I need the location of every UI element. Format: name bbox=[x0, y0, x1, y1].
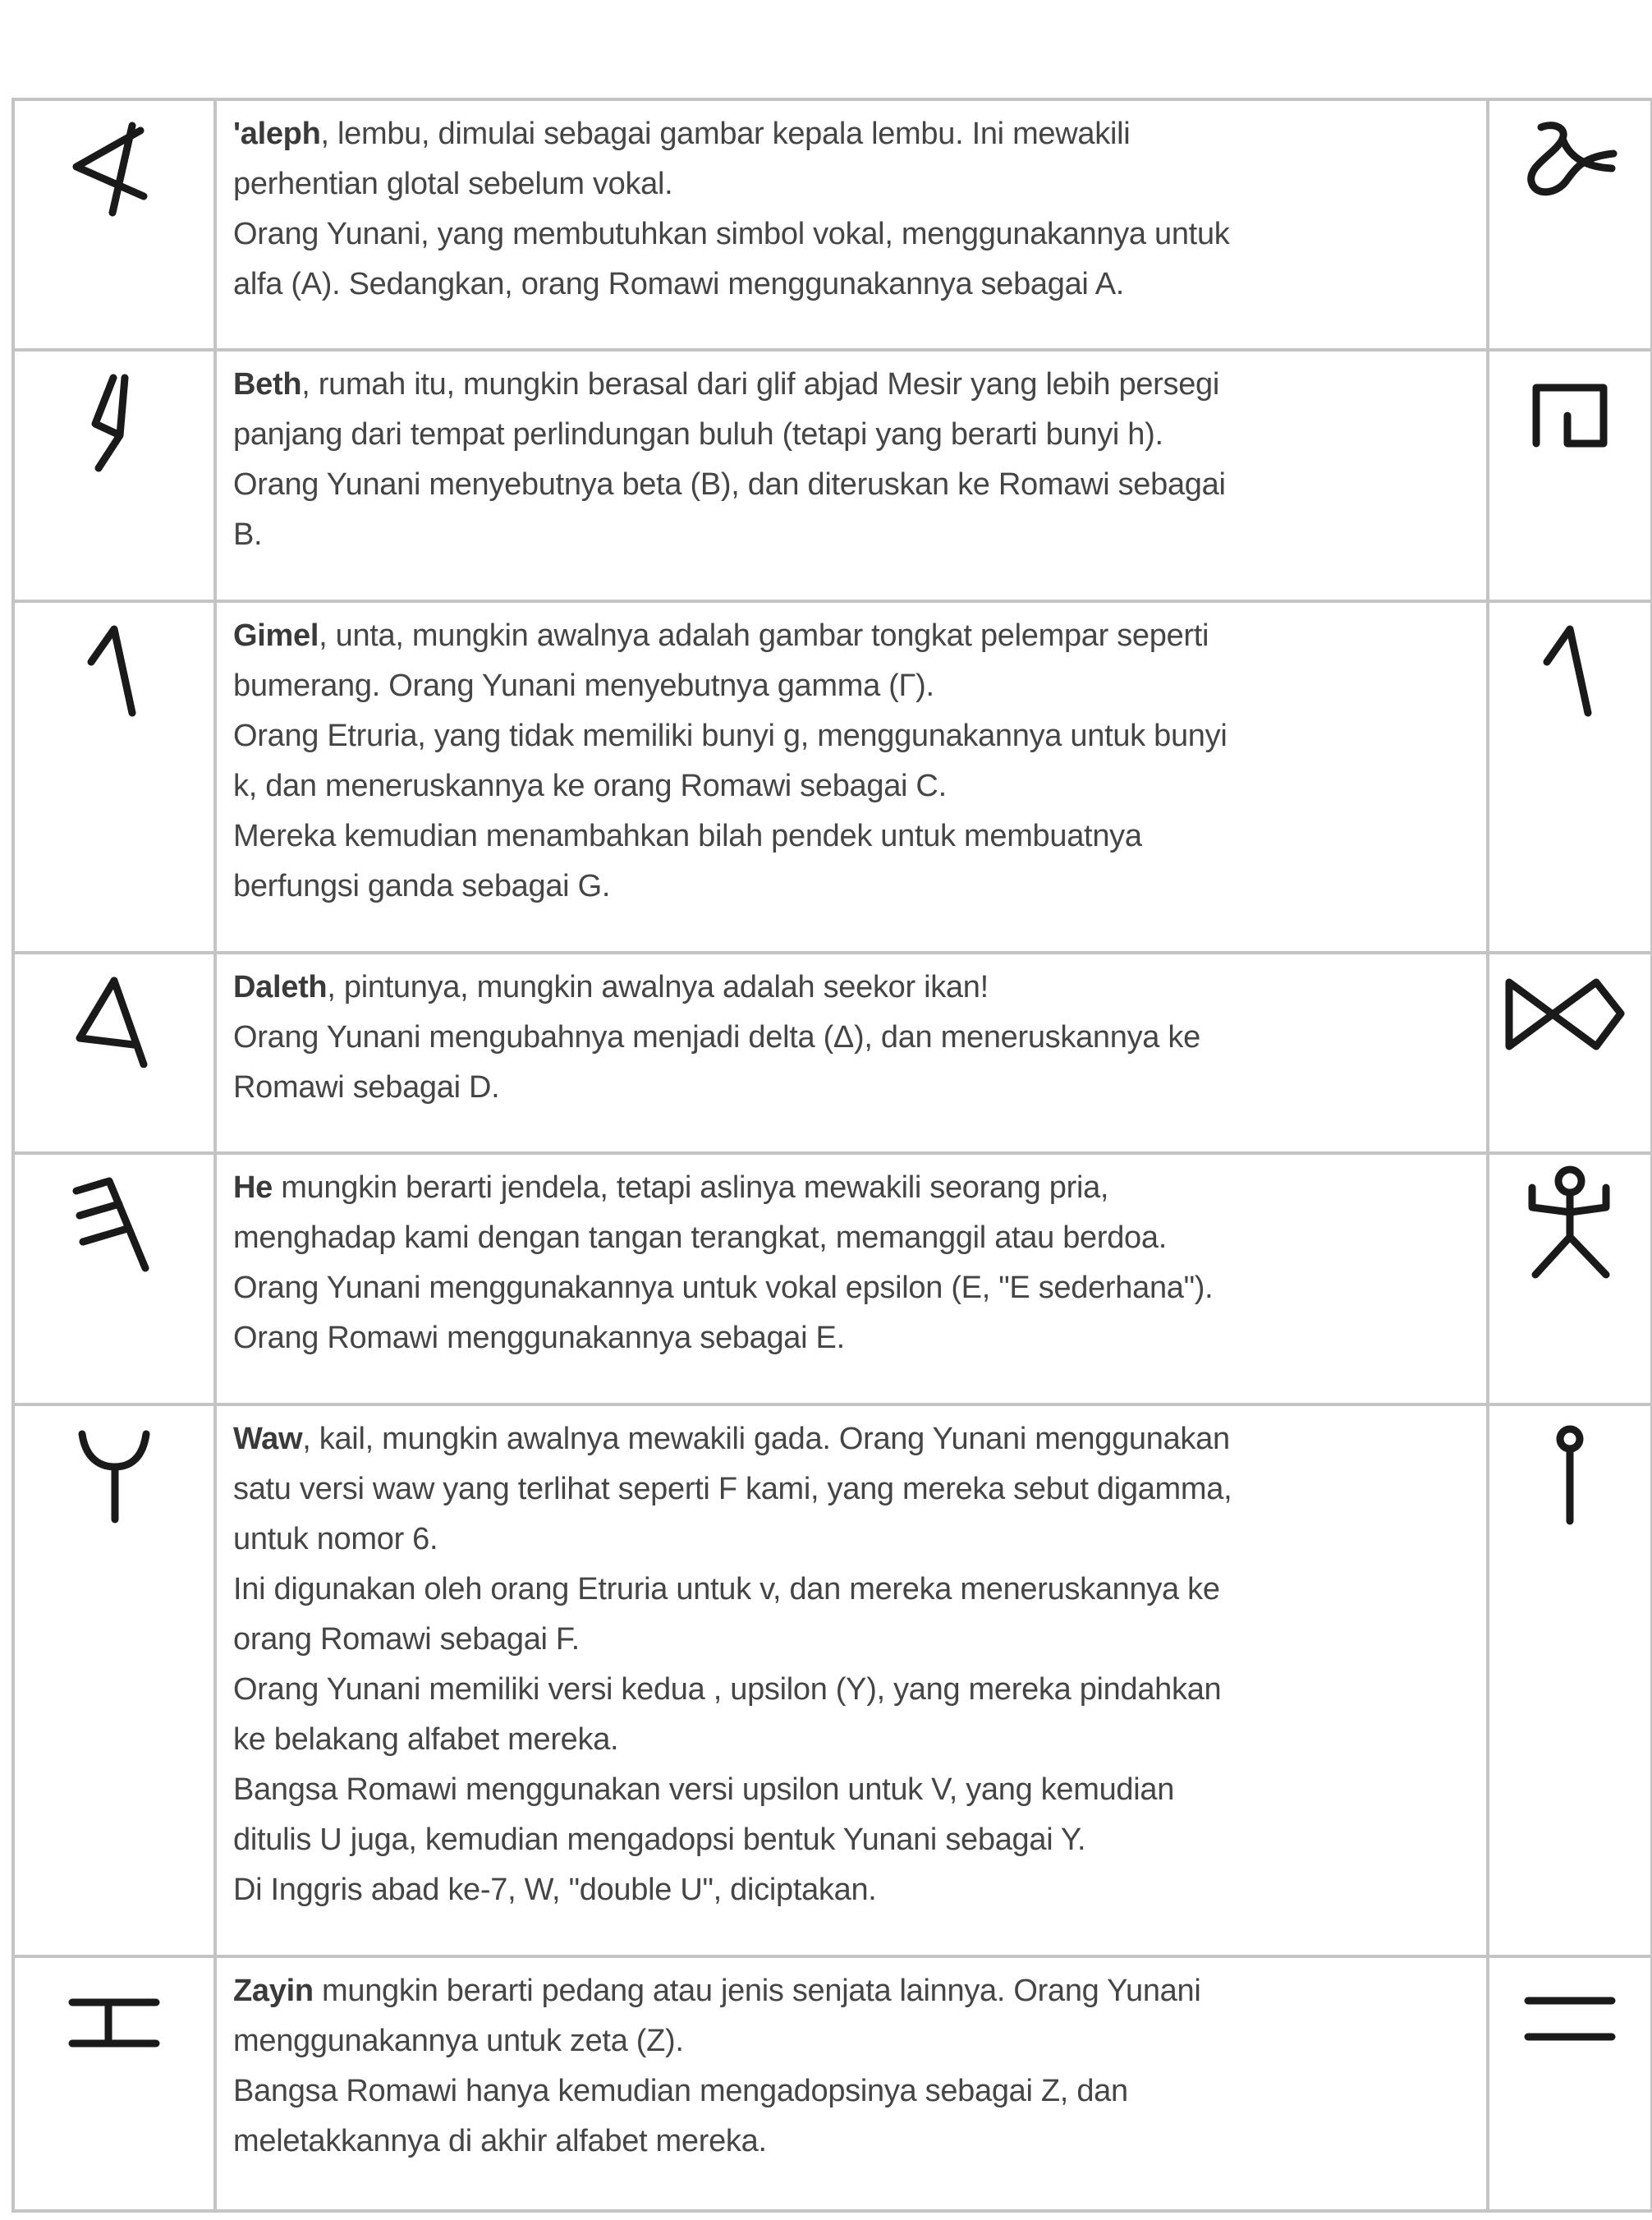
fish-glyph-icon bbox=[1498, 969, 1629, 1059]
table-row bbox=[13, 350, 1652, 601]
phoenician-glyph-cell bbox=[13, 1956, 215, 2211]
letter-name: Beth bbox=[233, 367, 302, 402]
description-line: Romawi sebagai D. bbox=[233, 1070, 500, 1105]
description-line: Orang Etruria, yang tidak memiliki bunyi g, menggunakannya untuk bunyi bbox=[233, 719, 1228, 753]
origin-glyph-cell bbox=[1488, 953, 1652, 1153]
origin-glyph-cell bbox=[1488, 601, 1652, 953]
description-line: Orang Yunani menggunakannya untuk vokal epsilon (E, "E sederhana"). bbox=[233, 1271, 1214, 1305]
description-line: Orang Yunani mengubahnya menjadi delta (Δ), dan meneruskannya ke bbox=[233, 1020, 1200, 1055]
description-cell bbox=[215, 1404, 1488, 1956]
description-line: B. bbox=[233, 517, 263, 552]
phoenician-glyph-cell bbox=[13, 1153, 215, 1404]
phoenician-glyph-cell bbox=[13, 1404, 215, 1956]
phoenician-glyph-cell bbox=[13, 99, 215, 350]
origin-glyph-cell bbox=[1488, 99, 1652, 350]
description-line: Gimel, unta, mungkin awalnya adalah gambar tongkat pelempar seperti bbox=[233, 618, 1209, 653]
weapon-glyph-icon bbox=[1517, 1986, 1623, 2052]
description-line: alfa (A). Sedangkan, orang Romawi menggunakannya sebagai A. bbox=[233, 267, 1125, 301]
daleth-glyph-icon bbox=[65, 969, 163, 1068]
description-line: k, dan meneruskannya ke orang Romawi sebagai C. bbox=[233, 769, 947, 803]
description-line: Beth, rumah itu, mungkin berasal dari glif abjad Mesir yang lebih persegi bbox=[233, 367, 1220, 402]
letter-name: 'aleph bbox=[233, 117, 321, 151]
house-glyph-icon bbox=[1525, 375, 1615, 457]
phoenician-glyph-cell bbox=[13, 953, 215, 1153]
origin-glyph-cell bbox=[1488, 1153, 1652, 1404]
zayin-glyph-icon bbox=[61, 1986, 167, 2060]
description-line: bumerang. Orang Yunani menyebutnya gamma (Γ). bbox=[233, 669, 934, 703]
phoenician-glyph-cell bbox=[13, 601, 215, 953]
description-line: berfungsi ganda sebagai G. bbox=[233, 869, 611, 903]
description-line: menggunakannya untuk zeta (Z). bbox=[233, 2024, 684, 2058]
description-line: Ini digunakan oleh orang Etruria untuk v, dan mereka meneruskannya ke bbox=[233, 1572, 1220, 1606]
throwing-stick-glyph-icon bbox=[1529, 618, 1611, 724]
description-line: Bangsa Romawi menggunakan versi upsilon untuk V, yang kemudian bbox=[233, 1772, 1175, 1807]
description-line: Orang Yunani, yang membutuhkan simbol vokal, menggunakannya untuk bbox=[233, 217, 1230, 251]
beth-glyph-icon bbox=[69, 366, 159, 473]
letter-name: Waw bbox=[233, 1422, 303, 1456]
description-line: menghadap kami dengan tangan terangkat, memanggil atau berdoa. bbox=[233, 1220, 1167, 1255]
praying-man-glyph-icon bbox=[1521, 1163, 1619, 1286]
letter-name: Zayin bbox=[233, 1974, 314, 2008]
description-line: Orang Yunani menyebutnya beta (B), dan diteruskan ke Romawi sebagai bbox=[233, 467, 1226, 502]
description-line: Mereka kemudian menambahkan bilah pendek untuk membuatnya bbox=[233, 819, 1142, 853]
description-cell bbox=[215, 1153, 1488, 1404]
description-line: ke belakang alfabet mereka. bbox=[233, 1722, 619, 1757]
description-line: meletakkannya di akhir alfabet mereka. bbox=[233, 2124, 767, 2158]
mace-glyph-icon bbox=[1537, 1421, 1603, 1528]
description-line: Orang Yunani memiliki versi kedua , upsilon (Y), yang mereka pindahkan bbox=[233, 1672, 1222, 1707]
table-row bbox=[13, 1404, 1652, 1956]
waw-glyph-icon bbox=[69, 1421, 159, 1528]
table-row bbox=[13, 99, 1652, 350]
description-line: 'aleph, lembu, dimulai sebagai gambar kepala lembu. Ini mewakili bbox=[233, 117, 1131, 151]
description-line: Di Inggris abad ke-7, W, "double U", diciptakan. bbox=[233, 1873, 877, 1907]
gimel-glyph-icon bbox=[73, 618, 155, 724]
table-row bbox=[13, 953, 1652, 1153]
letter-name: Daleth bbox=[233, 970, 328, 1004]
he-glyph-icon bbox=[65, 1170, 163, 1276]
aleph-glyph-icon bbox=[65, 116, 163, 223]
description-line: ditulis U juga, kemudian mengadopsi bentuk Yunani sebagai Y. bbox=[233, 1822, 1086, 1857]
description-line: satu versi waw yang terlihat seperti F kami, yang mereka sebut digamma, bbox=[233, 1472, 1232, 1506]
description-cell bbox=[215, 99, 1488, 350]
description-line: Orang Romawi menggunakannya sebagai E. bbox=[233, 1321, 845, 1355]
description-cell bbox=[215, 601, 1488, 953]
ox-head-glyph-icon bbox=[1517, 116, 1623, 206]
description-line: Zayin mungkin berarti pedang atau jenis senjata lainnya. Orang Yunani bbox=[233, 1974, 1201, 2008]
table-row bbox=[13, 1153, 1652, 1404]
description-line: orang Romawi sebagai F. bbox=[233, 1622, 580, 1657]
description-cell bbox=[215, 1956, 1488, 2211]
table-row bbox=[13, 601, 1652, 953]
phoenician-glyph-cell bbox=[13, 350, 215, 601]
origin-glyph-cell bbox=[1488, 1404, 1652, 1956]
description-line: untuk nomor 6. bbox=[233, 1522, 438, 1556]
letter-name: He bbox=[233, 1170, 273, 1205]
alphabet-history-sheet bbox=[11, 98, 1650, 2217]
description-line: Bangsa Romawi hanya kemudian mengadopsinya sebagai Z, dan bbox=[233, 2074, 1128, 2108]
table-row bbox=[13, 1956, 1652, 2211]
description-cell bbox=[215, 350, 1488, 601]
description-cell bbox=[215, 953, 1488, 1153]
description-line: perhentian glotal sebelum vokal. bbox=[233, 167, 673, 201]
description-line: He mungkin berarti jendela, tetapi aslinya mewakili seorang pria, bbox=[233, 1170, 1109, 1205]
description-line: panjang dari tempat perlindungan buluh (tetapi yang berarti bunyi h). bbox=[233, 417, 1163, 452]
alphabet-table bbox=[11, 98, 1652, 2213]
origin-glyph-cell bbox=[1488, 350, 1652, 601]
origin-glyph-cell bbox=[1488, 1956, 1652, 2211]
description-line: Waw, kail, mungkin awalnya mewakili gada. Orang Yunani menggunakan bbox=[233, 1422, 1230, 1456]
letter-name: Gimel bbox=[233, 618, 319, 653]
description-line: Daleth, pintunya, mungkin awalnya adalah seekor ikan! bbox=[233, 970, 989, 1004]
